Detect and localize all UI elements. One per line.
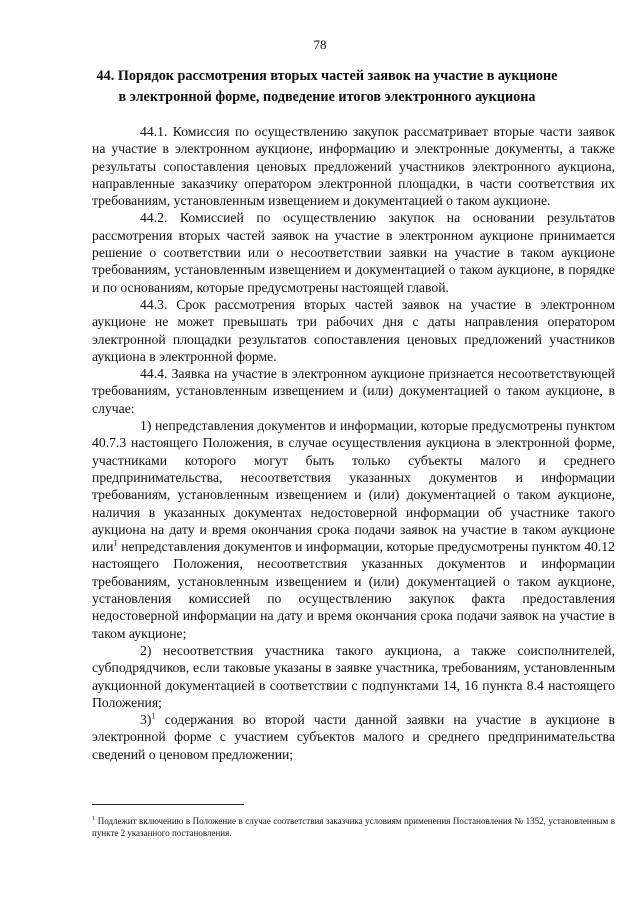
list-item-3-number: 3) bbox=[140, 712, 152, 728]
paragraph-44-2: 44.2. Комиссией по осуществлению закупок на основании результатов рассмотрения вторых частей заявок на участие в электронном аукционе принимается решение о соответствии или о несоответствии заявки на участие в таком аукционе требованиям, установленным извещением и документацией о таком аукционе, в порядке и по основаниям, которые предусмотрены настоящей главой. bbox=[92, 210, 615, 295]
footnote-divider bbox=[92, 804, 244, 805]
footnote-reference: 1 bbox=[151, 710, 156, 721]
list-item-1-text-b: непредставления документов и информации, которые предусмотрены пунктом 40.12 настоящего Положения, несоответствия указанных документов и информации требованиям, установленным извещением и (или) документацией о таком аукционе, установления комиссией по осуществлению закупок факта предоставления недостоверной информации на дату и время окончания срока подачи заявок на участие в таком аукционе; bbox=[92, 539, 615, 641]
footnote-text: Подлежит включению в Положение в случае соответствия заказчика условиям применения Постановления № 1352, установленным в пункте 2 указанного постановления. bbox=[92, 816, 615, 838]
list-item-3 bbox=[92, 711, 615, 763]
document-body bbox=[92, 123, 615, 763]
paragraph-44-4: 44.4. Заявка на участие в электронном аукционе признается несоответствующей требованиям, установленным извещением и (или) документацией о таком аукционе, в случае: bbox=[92, 366, 615, 416]
section-heading-line-2: в электронной форме, подведение итогов электронного аукциона bbox=[118, 89, 536, 105]
footnote-reference: 1 bbox=[113, 537, 118, 548]
list-item-1 bbox=[92, 417, 615, 642]
paragraph-44-1: 44.1. Комиссия по осуществлению закупок рассматривает вторые части заявок на участие в электронном аукционе, информацию и электронные документы, а также результаты сопоставления ценовых предложений участников электронного аукциона, направленные заказчику оператором электронной площадки, в части соответствия их требованиям, установленным извещением и документацией о таком аукционе. bbox=[92, 124, 615, 209]
section-heading-line-1: 44. Порядок рассмотрения вторых частей заявок на участие в аукционе bbox=[96, 68, 558, 84]
footnote-marker: 1 bbox=[92, 815, 96, 822]
list-item-2: 2) несоответствия участника такого аукциона, а также соисполнителей, субподрядчиков, если таковые указаны в заявке участника, требованиям, установленным аукционной документацией в соответствии с подпунктами 14, 16 пункта 8.4 настоящего Положения; bbox=[92, 642, 615, 710]
list-item-1-text-a: 1) непредставления документов и информации, которые предусмотрены пунктом 40.7.3 настоящего Положения, в случае осуществления аукциона в электронной форме, участниками которого могут быть только субъекты малого и среднего предпринимательства, несоответствия указанных документов и информации требованиям, установленным извещением и (или) документацией о таком аукционе, наличия в указанных документах недостоверной информации об участнике такого аукциона на дату и время окончания срока подачи заявок на участие в таком аукционе или bbox=[92, 418, 615, 555]
footnote bbox=[92, 815, 615, 839]
page-number: 78 bbox=[313, 37, 327, 52]
section-heading bbox=[92, 66, 562, 108]
paragraph-44-3: 44.3. Срок рассмотрения вторых частей заявок на участие в электронном аукционе не может превышать три рабочих дня с даты направления оператором электронной площадки результатов сопоставления ценовых предложений участников аукциона в электронной форме. bbox=[92, 296, 615, 364]
list-item-3-text: содержания во второй части данной заявки на участие в аукционе в электронной форме с участием субъектов малого и среднего предпринимательства сведений о ценовом предложении; bbox=[92, 712, 615, 762]
